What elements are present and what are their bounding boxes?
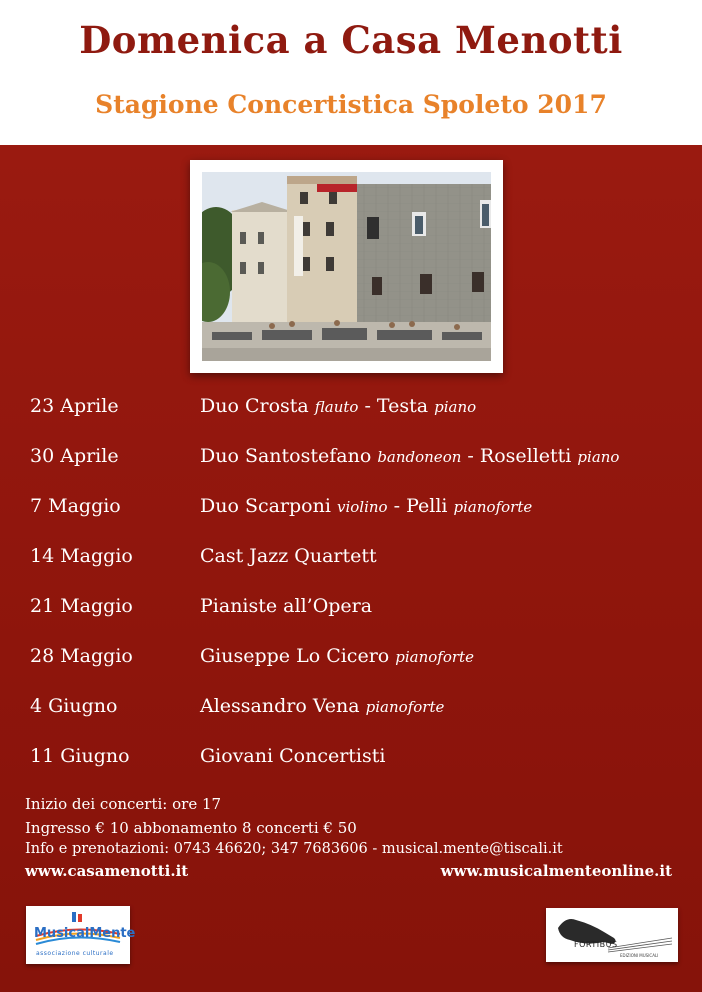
schedule-row bbox=[30, 395, 690, 425]
concert-performer bbox=[200, 645, 474, 667]
performer-name: - Roselletti bbox=[461, 445, 578, 467]
performer-name: Giovani Concertisti bbox=[200, 745, 386, 767]
schedule-row bbox=[30, 445, 690, 475]
concert-date: 28 Maggio bbox=[30, 645, 133, 667]
instrument-label: piano bbox=[434, 398, 477, 416]
concert-date: 21 Maggio bbox=[30, 595, 133, 617]
fortibus-logo-text: FORTIBUS bbox=[574, 940, 618, 949]
performer-name: Giuseppe Lo Cicero bbox=[200, 645, 396, 667]
venue-photo bbox=[202, 172, 491, 361]
concert-performer bbox=[200, 495, 532, 517]
contact-info: Info e prenotazioni: 0743 46620; 347 7683606 - musical.mente@tiscali.it bbox=[25, 841, 563, 857]
musicalmente-logo-text: MusicalMente bbox=[34, 926, 136, 941]
instrument-label: pianoforte bbox=[453, 498, 533, 516]
performer-name: Pianiste all’Opera bbox=[200, 595, 373, 617]
start-time: Inizio dei concerti: ore 17 bbox=[25, 795, 222, 813]
performer-name: Duo Santostefano bbox=[200, 445, 378, 467]
concert-performer bbox=[200, 545, 377, 567]
performer-name: Duo Scarponi bbox=[200, 495, 337, 517]
schedule-row bbox=[30, 645, 690, 675]
instrument-label: bandoneon bbox=[377, 448, 462, 466]
fortibus-logo bbox=[546, 908, 678, 962]
schedule-row bbox=[30, 745, 690, 775]
instrument-label: violino bbox=[336, 498, 388, 516]
performer-name: Alessandro Vena bbox=[200, 695, 366, 717]
musicalmente-tagline: associazione culturale bbox=[36, 950, 114, 957]
concert-performer bbox=[200, 445, 619, 467]
website-link-musicalmente[interactable]: www.musicalmenteonline.it bbox=[440, 862, 672, 880]
entry-price: Ingresso € 10 abbonamento 8 concerti € 50 bbox=[25, 819, 357, 837]
schedule-row bbox=[30, 495, 690, 525]
venue-photo-frame bbox=[190, 160, 503, 373]
concert-date: 30 Aprile bbox=[30, 445, 119, 467]
musicalmente-logo bbox=[26, 906, 136, 964]
instrument-label: flauto bbox=[314, 398, 359, 416]
concert-date: 7 Maggio bbox=[30, 495, 121, 517]
concert-date: 23 Aprile bbox=[30, 395, 119, 417]
instrument-label: pianoforte bbox=[395, 648, 474, 666]
schedule-row bbox=[30, 545, 690, 575]
concert-performer bbox=[200, 395, 476, 417]
concert-date: 4 Giugno bbox=[30, 695, 118, 717]
page-subtitle: Stagione Concertistica Spoleto 2017 bbox=[95, 90, 607, 119]
performer-name: Duo Crosta bbox=[200, 395, 315, 417]
performer-name: Cast Jazz Quartett bbox=[200, 545, 377, 567]
performer-name: - Pelli bbox=[387, 495, 454, 517]
instrument-label: pianoforte bbox=[365, 698, 445, 716]
header bbox=[0, 0, 702, 145]
concert-performer bbox=[200, 595, 372, 617]
concert-date: 11 Giugno bbox=[30, 745, 130, 767]
concert-date: 14 Maggio bbox=[30, 545, 133, 567]
instrument-label: piano bbox=[577, 448, 620, 466]
performer-name: - Testa bbox=[358, 395, 435, 417]
schedule-row bbox=[30, 695, 690, 725]
website-link-casamenotti[interactable]: www.casamenotti.it bbox=[25, 862, 189, 880]
concert-performer bbox=[200, 745, 385, 767]
concert-performer bbox=[200, 695, 444, 717]
schedule-row bbox=[30, 595, 690, 625]
page-title: Domenica a Casa Menotti bbox=[79, 18, 623, 62]
fortibus-tagline: EDIZIONI MUSICALI bbox=[620, 953, 659, 958]
